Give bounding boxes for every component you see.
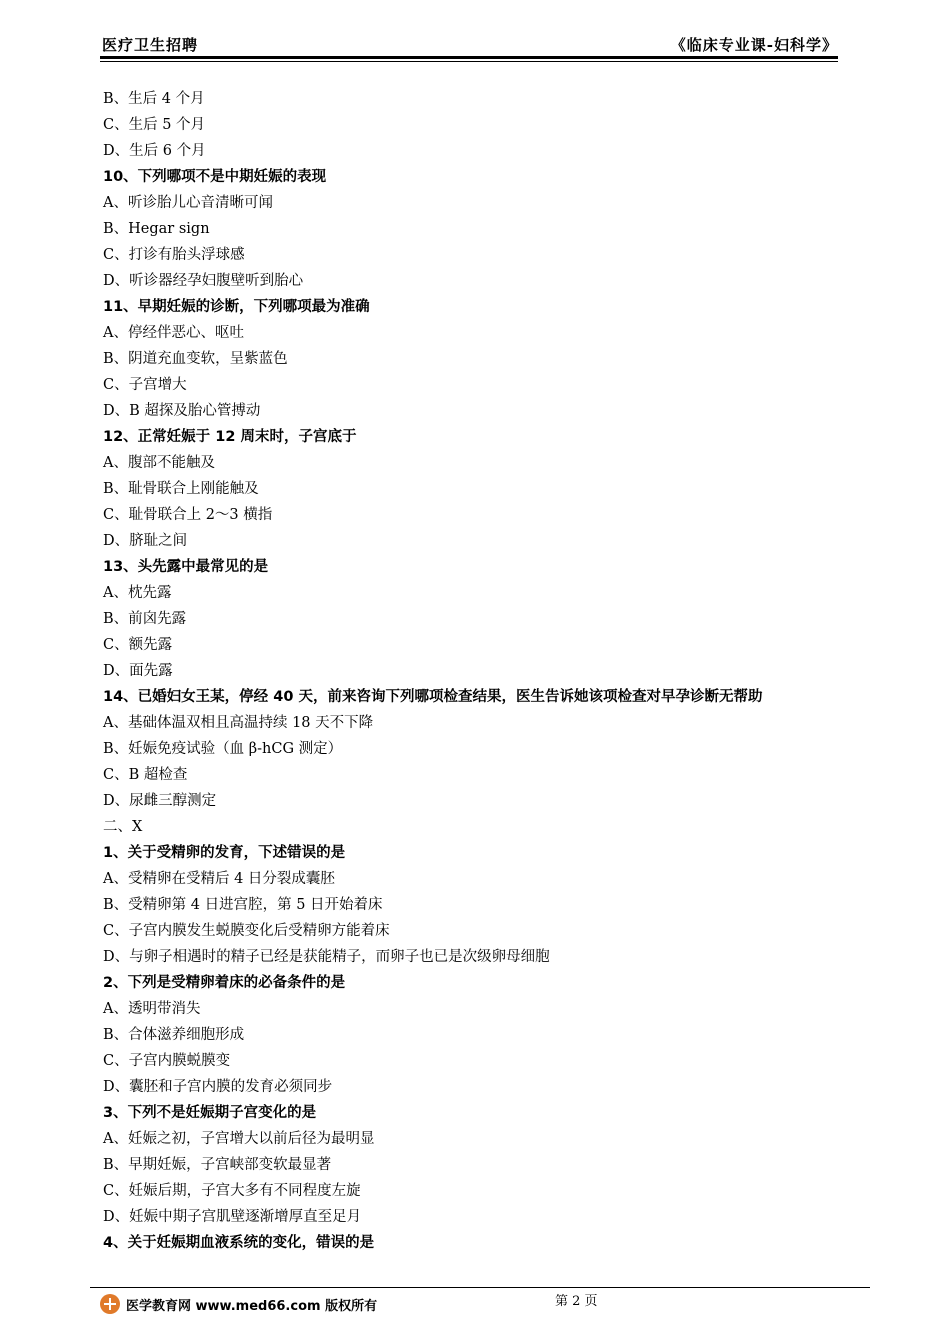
question-stem: 14、已婚妇女王某，停经 40 天，前来咨询下列哪项检查结果，医生告诉她该项检查对早孕诊断无帮助 bbox=[103, 689, 763, 705]
answer-option: A、停经伴恶心、呕吐 bbox=[103, 325, 244, 341]
answer-option: A、妊娠之初，子宫增大以前后径为最明显 bbox=[103, 1131, 375, 1147]
answer-option: C、B 超检查 bbox=[103, 767, 188, 783]
answer-option: C、生后 5 个月 bbox=[103, 117, 206, 133]
answer-option: A、基础体温双相且高温持续 18 天不下降 bbox=[103, 715, 374, 731]
question-stem: 3、下列不是妊娠期子宫变化的是 bbox=[103, 1105, 317, 1121]
answer-option: C、妊娠后期，子宫大多有不同程度左旋 bbox=[103, 1183, 361, 1199]
answer-option: 二、X bbox=[103, 819, 143, 835]
answer-option: C、耻骨联合上 2～3 横指 bbox=[103, 507, 273, 523]
footer-branding bbox=[100, 1294, 377, 1314]
answer-option: B、Hegar sign bbox=[103, 221, 210, 237]
answer-option: B、耻骨联合上刚能触及 bbox=[103, 481, 259, 497]
answer-option: D、听诊器经孕妇腹壁听到胎心 bbox=[103, 273, 304, 289]
page-number: 第 2 页 bbox=[555, 1294, 598, 1309]
answer-option: A、透明带消失 bbox=[103, 1001, 201, 1017]
answer-option: C、额先露 bbox=[103, 637, 173, 653]
answer-option: A、腹部不能触及 bbox=[103, 455, 215, 471]
header-right-title: 《临床专业课-妇科学》 bbox=[670, 36, 838, 54]
answer-option: D、尿雌三醇测定 bbox=[103, 793, 217, 809]
answer-option: A、听诊胎儿心音清晰可闻 bbox=[103, 195, 273, 211]
answer-option: D、生后 6 个月 bbox=[103, 143, 206, 159]
answer-option: C、打诊有胎头浮球感 bbox=[103, 247, 245, 263]
answer-option: C、子宫增大 bbox=[103, 377, 187, 393]
answer-option: D、妊娠中期子宫肌壁逐渐增厚直至足月 bbox=[103, 1209, 362, 1225]
header-rule-thin bbox=[100, 61, 838, 62]
question-stem: 13、头先露中最常见的是 bbox=[103, 559, 269, 575]
document-body bbox=[103, 86, 863, 1256]
footer-rule bbox=[90, 1287, 870, 1288]
answer-option: B、阴道充血变软，呈紫蓝色 bbox=[103, 351, 288, 367]
answer-option: B、合体滋养细胞形成 bbox=[103, 1027, 245, 1043]
question-stem: 10、下列哪项不是中期妊娠的表现 bbox=[103, 169, 327, 185]
answer-option: B、生后 4 个月 bbox=[103, 91, 205, 107]
page-header bbox=[100, 28, 838, 54]
answer-option: D、脐耻之间 bbox=[103, 533, 188, 549]
answer-option: D、与卵子相遇时的精子已经是获能精子，而卵子也已是次级卵母细胞 bbox=[103, 949, 550, 965]
answer-option: A、受精卵在受精后 4 日分裂成囊胚 bbox=[103, 871, 335, 887]
answer-option: C、子宫内膜发生蜕膜变化后受精卵方能着床 bbox=[103, 923, 390, 939]
question-stem: 1、关于受精卵的发育，下述错误的是 bbox=[103, 845, 346, 861]
question-stem: 2、下列是受精卵着床的必备条件的是 bbox=[103, 975, 346, 991]
answer-option: D、囊胚和子宫内膜的发育必须同步 bbox=[103, 1079, 333, 1095]
answer-option: D、面先露 bbox=[103, 663, 173, 679]
answer-option: D、B 超探及胎心管搏动 bbox=[103, 403, 261, 419]
med66-logo-icon bbox=[100, 1294, 120, 1314]
answer-option: B、前囟先露 bbox=[103, 611, 187, 627]
footer-copyright: 医学教育网 www.med66.com 版权所有 bbox=[126, 1298, 378, 1314]
answer-option: B、妊娠免疫试验（血 β-hCG 测定） bbox=[103, 741, 343, 757]
question-stem: 11、早期妊娠的诊断，下列哪项最为准确 bbox=[103, 299, 370, 315]
header-left-title: 医疗卫生招聘 bbox=[102, 36, 199, 54]
header-rule-thick bbox=[100, 56, 838, 59]
answer-option: A、枕先露 bbox=[103, 585, 172, 601]
answer-option: B、受精卵第 4 日进宫腔，第 5 日开始着床 bbox=[103, 897, 383, 913]
question-stem: 12、正常妊娠于 12 周末时，子宫底于 bbox=[103, 429, 357, 445]
answer-option: C、子宫内膜蜕膜变 bbox=[103, 1053, 231, 1069]
question-stem: 4、关于妊娠期血液系统的变化，错误的是 bbox=[103, 1235, 375, 1251]
answer-option: B、早期妊娠，子宫峡部变软最显著 bbox=[103, 1157, 332, 1173]
